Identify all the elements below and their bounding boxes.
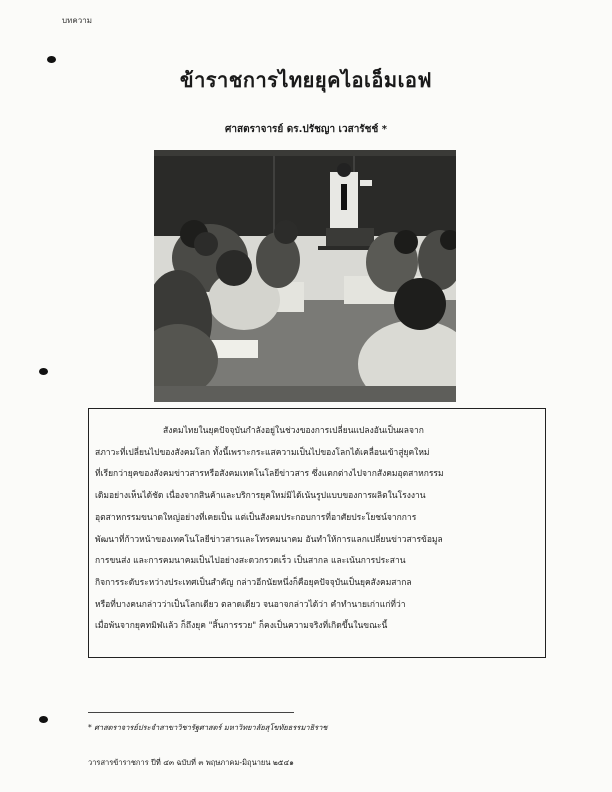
paragraph-line: พัฒนาที่ก้าวหน้าของเทคโนโลยีข่าวสารและโทรคมนาคม อันทำให้การแลกเปลี่ยนข่าวสารข้อมูล (95, 534, 443, 545)
journal-footer: วารสารข้าราชการ ปีที่ ๔๓ ฉบับที่ ๓ พฤษภาคม-มิถุนายน ๒๕๔๑ (88, 758, 294, 767)
punch-hole-mark (39, 368, 48, 375)
paragraph-line: ที่เรียกว่ายุคของสังคมข่าวสารหรือสังคมเทคโนโลยีข่าวสาร ซึ่งแตกต่างไปจากสังคมอุตสาหกรรม (95, 469, 444, 480)
classroom-lecture-photo (154, 150, 456, 402)
paragraph-line: เดิมอย่างเห็นได้ชัด เนื่องจากสินค้าและบริการยุคใหม่มิได้เน้นรูปแบบของการผลิตในโรงงาน (95, 491, 426, 502)
paragraph-line: หรือที่บางคนกล่าวว่าเป็นโลกเดียว ตลาดเดียว จนอาจกล่าวได้ว่า คำทำนายเก่าแก่ที่ว่า (95, 599, 406, 610)
paragraph-line: เมื่อพ้นจากยุคทมิฬแล้ว ก็ถึงยุค "สิ้นการรวย" ก็คงเป็นความจริงที่เกิดขึ้นในขณะนี้ (95, 621, 388, 632)
author-footnote: * ศาสตราจารย์ประจำสาขาวิชารัฐศาสตร์ มหาวิทยาลัยสุโขทัยธรรมาธิราช (88, 723, 328, 732)
punch-hole-mark (47, 56, 56, 63)
paragraph-line: อุตสาหกรรมขนาดใหญ่อย่างที่เคยเป็น แต่เป็นสังคมประกอบการที่อาศัยประโยชน์จากการ (95, 512, 417, 523)
section-label: บทความ (62, 16, 92, 25)
author-line: ศาสตราจารย์ ดร.ปรัชญา เวสารัชช์ * (225, 124, 387, 135)
paragraph-line: การขนส่ง และการคมนาคมเป็นไปอย่างสะดวกรวดเร็ว เป็นสากล และเน้นการประสาน (95, 556, 406, 567)
paragraph-line: สังคมไทยในยุคปัจจุบันกำลังอยู่ในช่วงของการเปลี่ยนแปลงอันเป็นผลจาก (163, 426, 424, 436)
paragraph-line: กิจการระดับระหว่างประเทศเป็นสำคัญ กล่าวอีกนัยหนึ่งก็คือยุคปัจจุบันเป็นยุคสังคมสากล (95, 577, 412, 588)
punch-hole-mark (39, 716, 48, 723)
paragraph-line: สภาวะที่เปลี่ยนไปของสังคมโลก ทั้งนี้เพราะกระแสความเป็นไปของโลกได้เคลื่อนเข้าสู่ยุคใหม่ (95, 447, 430, 458)
intro-text-box (88, 408, 546, 658)
footnote-divider (88, 712, 294, 713)
article-title: ข้าราชการไทยยุคไอเอ็มเอฟ (179, 68, 433, 92)
